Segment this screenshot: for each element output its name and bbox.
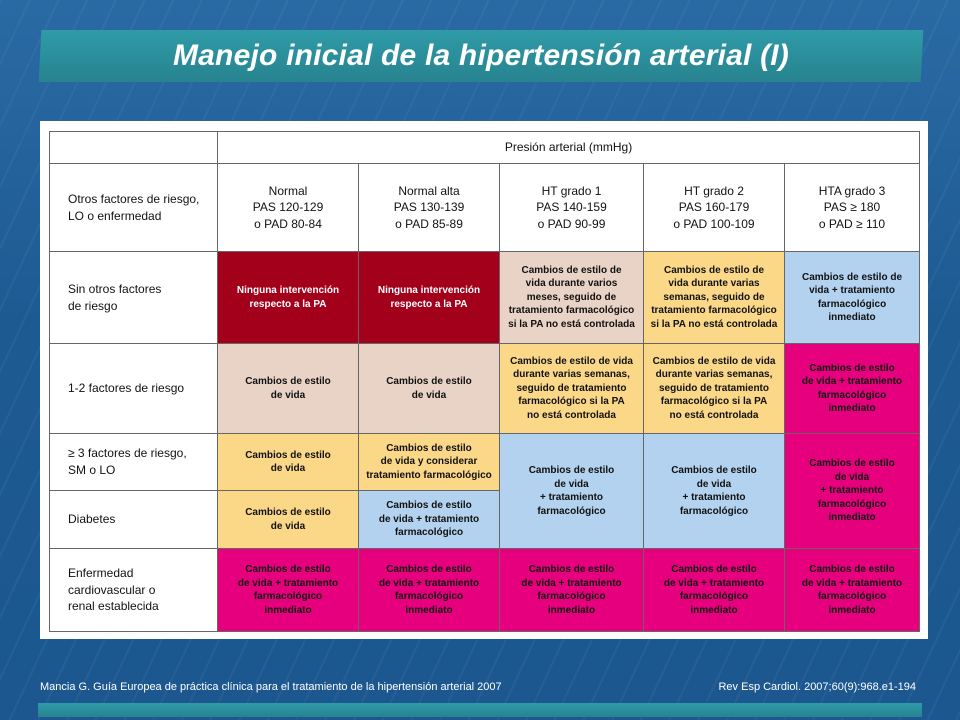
table-cell: Cambios de estilo de vida + tratamiento farmacológico inmediato [218, 549, 359, 632]
table-cell: Cambios de estilo de vida [218, 491, 359, 549]
column-header-normal: Normal PAS 120-129 o PAD 80-84 [218, 164, 359, 252]
table-cell: Cambios de estilo de vida + tratamiento farmacológico inmediato [644, 549, 785, 632]
bottom-band [38, 703, 922, 717]
table-cell: Cambios de estilo de vida + tratamiento farmacológico [644, 434, 785, 549]
table-cell: Cambios de estilo de vida durante varios meses, seguido de tratamiento farmacológico si la PA no está controlada [500, 252, 644, 344]
table-cell: Cambios de estilo de vida y considerar tratamiento farmacológico [359, 434, 500, 491]
table-cell: Ninguna intervención respecto a la PA [359, 252, 500, 344]
column-header-normal-alta: Normal alta PAS 130-139 o PAD 85-89 [359, 164, 500, 252]
table-cell: Cambios de estilo de vida + tratamiento farmacológico inmediato [359, 549, 500, 632]
corner-label: Otros factores de riesgo, LO o enfermedad [50, 164, 218, 252]
table-cell: Cambios de estilo de vida [218, 434, 359, 491]
table-cell: Cambios de estilo de vida durante varias semanas, seguido de tratamiento farmacológico si la PA no está controlada [644, 252, 785, 344]
table-panel [40, 121, 928, 639]
row-label-sin-factores: Sin otros factores de riesgo [50, 252, 218, 344]
table-cell: Ninguna intervención respecto a la PA [218, 252, 359, 344]
table-cell: Cambios de estilo de vida + tratamiento farmacológico inmediato [785, 252, 920, 344]
column-header-hta-grado-3: HTA grado 3 PAS ≥ 180 o PAD ≥ 110 [785, 164, 920, 252]
row-label-diabetes: Diabetes [50, 491, 218, 549]
column-header-ht-grado-2: HT grado 2 PAS 160-179 o PAD 100-109 [644, 164, 785, 252]
row-label-enfermedad-cv: Enfermedad cardiovascular o renal establecida [50, 549, 218, 632]
slide-title: Manejo inicial de la hipertensión arterial (I) [172, 39, 789, 72]
table-cell: Cambios de estilo de vida + tratamiento farmacológico [359, 491, 500, 549]
table-cell: Cambios de estilo de vida + tratamiento farmacológico inmediato [785, 549, 920, 632]
table-cell: Cambios de estilo de vida + tratamiento farmacológico [500, 434, 644, 549]
table-cell: Cambios de estilo de vida [359, 344, 500, 434]
table-cell: Cambios de estilo de vida durante varias semanas, seguido de tratamiento farmacológico si la PA no está controlada [644, 344, 785, 434]
row-label-3-factores: ≥ 3 factores de riesgo, SM o LO [50, 434, 218, 491]
citation-text: Mancia G. Guía Europea de práctica clínica para el tratamiento de la hipertensión arterial 2007 [40, 681, 502, 693]
table-cell: Cambios de estilo de vida [218, 344, 359, 434]
hypertension-management-table [49, 131, 920, 632]
table-cell: Cambios de estilo de vida + tratamiento farmacológico inmediato [785, 434, 920, 549]
journal-reference: Rev Esp Cardiol. 2007;60(9):968.e1-194 [718, 681, 916, 693]
table-cell: Cambios de estilo de vida + tratamiento farmacológico inmediato [785, 344, 920, 434]
row-label-1-2-factores: 1-2 factores de riesgo [50, 344, 218, 434]
table-header-empty [50, 132, 218, 164]
table-cell: Cambios de estilo de vida durante varias semanas, seguido de tratamiento farmacológico si la PA no está controlada [500, 344, 644, 434]
blood-pressure-header: Presión arterial (mmHg) [218, 132, 920, 164]
column-header-ht-grado-1: HT grado 1 PAS 140-159 o PAD 90-99 [500, 164, 644, 252]
table-cell: Cambios de estilo de vida + tratamiento farmacológico inmediato [500, 549, 644, 632]
